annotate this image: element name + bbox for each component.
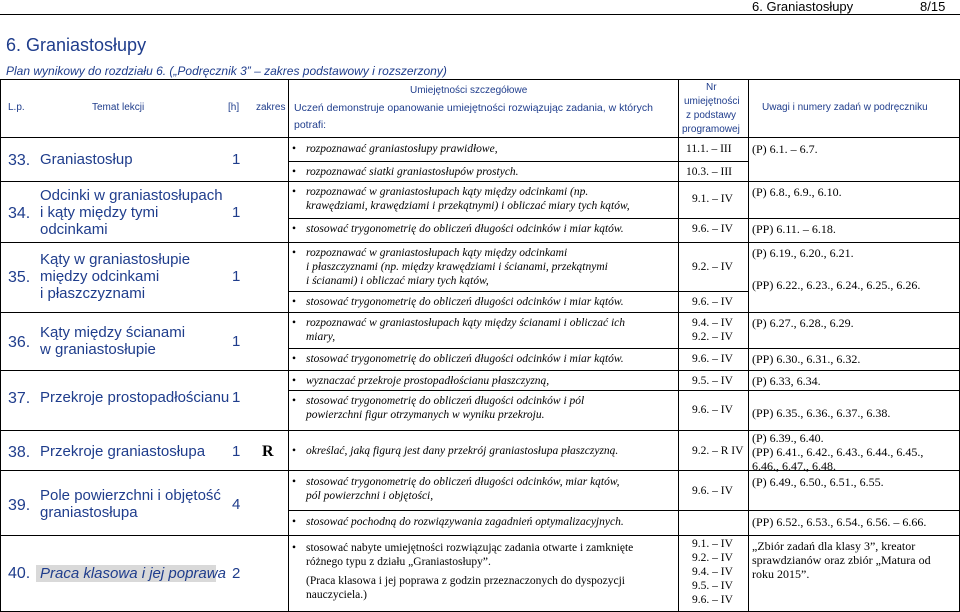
lesson-hours: 1 [232, 204, 241, 221]
skill-text-line2: powierzchni figur otrzymanych w wyniku przekroju. [306, 409, 545, 421]
task-note: (P) 6.27., 6.28., 6.29. [752, 316, 854, 330]
skill-code: 9.5. – IV [692, 375, 733, 387]
lesson-hours: 4 [232, 496, 241, 513]
lesson-topic: Graniastosłup [40, 151, 133, 168]
skill-text: • określać, jaką figurą jest dany przekrój graniastosłupa płaszczyzną. [306, 445, 618, 458]
skill-text-line2: i płaszczyznami (np. między krawędziami i ścianami, przekątnymi [306, 261, 608, 273]
skill-code: 10.3. – III [686, 166, 732, 178]
skill-code: 9.6. – IV [692, 594, 733, 606]
skill-code: 9.4. – IV [692, 566, 733, 578]
lesson-topic-line2: między odcinkami [40, 268, 160, 285]
skill-code: 9.2. – R IV [692, 445, 744, 457]
skill-code: 9.6. – IV [692, 353, 733, 365]
task-note: (PP) 6.52., 6.53., 6.54., 6.56. – 6.66. [752, 515, 927, 529]
skill-text-line2: krawędziami, krawędziami i przekątnymi) i obliczać miary tych kątów, [306, 200, 630, 212]
task-note: (PP) 6.22., 6.23., 6.24., 6.25., 6.26. [752, 278, 921, 292]
row-number: 33. [8, 152, 31, 169]
skill-code: 9.6. – IV [692, 485, 733, 497]
task-note: (PP) 6.30., 6.31., 6.32. [752, 352, 861, 366]
row-number: 35. [8, 269, 31, 286]
skill-text-line4: nauczyciela.) [306, 589, 367, 601]
task-note: 6.46., 6.47., 6.48. [752, 459, 836, 473]
skill-code: 9.2. – IV [692, 552, 733, 564]
header-rule [0, 14, 960, 15]
header-skills-title: Umiejętności szczegółowe [410, 85, 528, 96]
skill-code: 11.1. – III [686, 143, 732, 155]
skill-text-line1: • rozpoznawać w graniastosłupach kąty między odcinkami [306, 247, 567, 260]
header-topic: Temat lekcji [92, 102, 145, 113]
row-number: 39. [8, 497, 31, 514]
task-note: (P) 6.49., 6.50., 6.51., 6.55. [752, 475, 884, 489]
header-notes: Uwagi i numery zadań w podręczniku [762, 102, 928, 113]
skill-text-line3: (Praca klasowa i jej poprawa z godzin przeznaczonych do dyspozycji [306, 575, 625, 587]
page-number: 8/15 [920, 0, 946, 14]
skill-text-line1: • stosować trygonometrię do obliczeń długości odcinków, miar kątów, [306, 476, 620, 489]
lesson-topic: Przekroje prostopadłościanu [40, 389, 230, 406]
skill-code: 9.2. – IV [692, 261, 733, 273]
skill-code: 9.5. – IV [692, 580, 733, 592]
lesson-topic-line1: Pole powierzchni i objętość [40, 487, 221, 504]
task-note: „Zbiór zadań dla klasy 3”, kreator [752, 539, 916, 553]
lesson-hours: 1 [232, 389, 241, 406]
task-note: (P) 6.39., 6.40. [752, 431, 824, 445]
lesson-topic-line3: odcinkami [40, 221, 108, 238]
skill-code: 9.2. – IV [692, 331, 733, 343]
task-note: (P) 6.8., 6.9., 6.10. [752, 185, 842, 199]
skill-code: 9.1. – IV [692, 538, 733, 550]
task-note: (PP) 6.35., 6.36., 6.37., 6.38. [752, 406, 891, 420]
scope-badge: R [262, 443, 274, 460]
row-number: 38. [8, 444, 31, 461]
row-number: 34. [8, 205, 31, 222]
task-note: (PP) 6.41., 6.42., 6.43., 6.44., 6.45., [752, 445, 924, 459]
lesson-topic-line2: graniastosłupa [40, 504, 138, 521]
skill-code: 9.1. – IV [692, 193, 733, 205]
skill-text: • stosować trygonometrię do obliczeń długości odcinków i miar kątów. [306, 353, 624, 366]
header-scope: zakres [256, 102, 286, 113]
plan-title: Plan wynikowy do rozdziału 6. („Podręcznik 3” – zakres podstawowy i rozszerzony) [6, 64, 447, 78]
skill-text-line1: • rozpoznawać w graniastosłupach kąty między odcinkami (np. [306, 186, 588, 199]
lesson-topic-line2: i kąty między tymi [40, 204, 159, 221]
header-lp: L.p. [8, 102, 25, 113]
task-note: (P) 6.19., 6.20., 6.21. [752, 246, 854, 260]
header-skills-sub2: potrafi: [294, 119, 327, 131]
row-number: 36. [8, 334, 31, 351]
skill-text-line2: pól powierzchni i objętości, [306, 490, 434, 502]
row-number: 40. [8, 565, 31, 582]
skill-text: • rozpoznawać siatki graniastosłupów prostych. [306, 166, 519, 179]
task-note: sprawdzianów oraz zbiór „Matura od [752, 553, 931, 567]
lesson-topic-line1: Kąty między ścianami [40, 324, 186, 341]
header-nr-1: Nr [706, 82, 717, 93]
task-note: (PP) 6.11. – 6.18. [752, 222, 836, 236]
skill-text-line1: • rozpoznawać w graniastosłupach kąty między ścianami i obliczać ich [306, 317, 625, 330]
lesson-hours: 1 [232, 268, 241, 285]
lesson-topic-line1: Kąty w graniastosłupie [40, 251, 191, 268]
header-nr-4: programowej [682, 124, 740, 135]
lesson-topic: Praca klasowa i jej poprawa [40, 565, 226, 582]
skill-text: • stosować pochodną do rozwiązywania zagadnień optymalizacyjnych. [306, 516, 624, 529]
skill-text: • stosować trygonometrię do obliczeń długości odcinków i miar kątów. [306, 223, 624, 236]
lesson-topic-line3: i płaszczyznami [40, 285, 146, 302]
section-title: 6. Graniastosłupy [6, 35, 147, 55]
skill-text: • wyznaczać przekroje prostopadłościanu płaszczyzną, [306, 375, 549, 388]
task-note: roku 2015”. [752, 567, 810, 581]
row-number: 37. [8, 390, 31, 407]
lesson-hours: 1 [232, 443, 241, 460]
header-nr-3: z podstawy [686, 110, 737, 121]
header-skills-sub1: Uczeń demonstruje opanowanie umiejętności rozwiązując zadania, w których [294, 102, 653, 114]
task-note: (P) 6.1. – 6.7. [752, 142, 818, 156]
skill-text-line1: • stosować trygonometrię do obliczeń długości odcinków i pól [306, 395, 584, 408]
task-note: (P) 6.33, 6.34. [752, 374, 821, 388]
skill-text-line2: miary, [306, 331, 336, 343]
skill-code: 9.6. – IV [692, 296, 733, 308]
lesson-topic-line1: Odcinki w graniastosłupach [40, 187, 223, 204]
skill-code: 9.6. – IV [692, 404, 733, 416]
skill-text: • stosować trygonometrię do obliczeń długości odcinków i miar kątów. [306, 296, 624, 309]
lesson-hours: 2 [232, 565, 241, 582]
skill-code: 9.4. – IV [692, 317, 733, 329]
lesson-hours: 1 [232, 151, 241, 168]
skill-text-line1: • stosować nabyte umiejętności rozwiązując zadania otwarte i zamknięte [306, 542, 633, 555]
header-hours: [h] [228, 102, 240, 113]
skill-text-line2: różnego typu z działu „Graniastosłupy”. [306, 556, 491, 568]
lesson-hours: 1 [232, 333, 241, 350]
lesson-topic-line2: w graniastosłupie [40, 341, 156, 358]
page-header-title: 6. Graniastosłupy [752, 0, 854, 14]
skill-text-line3: i ścianami) i obliczać miary tych kątów, [306, 275, 489, 287]
skill-code: 9.6. – IV [692, 223, 733, 235]
lesson-topic: Przekroje graniastosłupa [40, 443, 206, 460]
skill-text: • rozpoznawać graniastosłupy prawidłowe, [306, 143, 498, 156]
header-nr-2: umiejętności [684, 96, 740, 107]
